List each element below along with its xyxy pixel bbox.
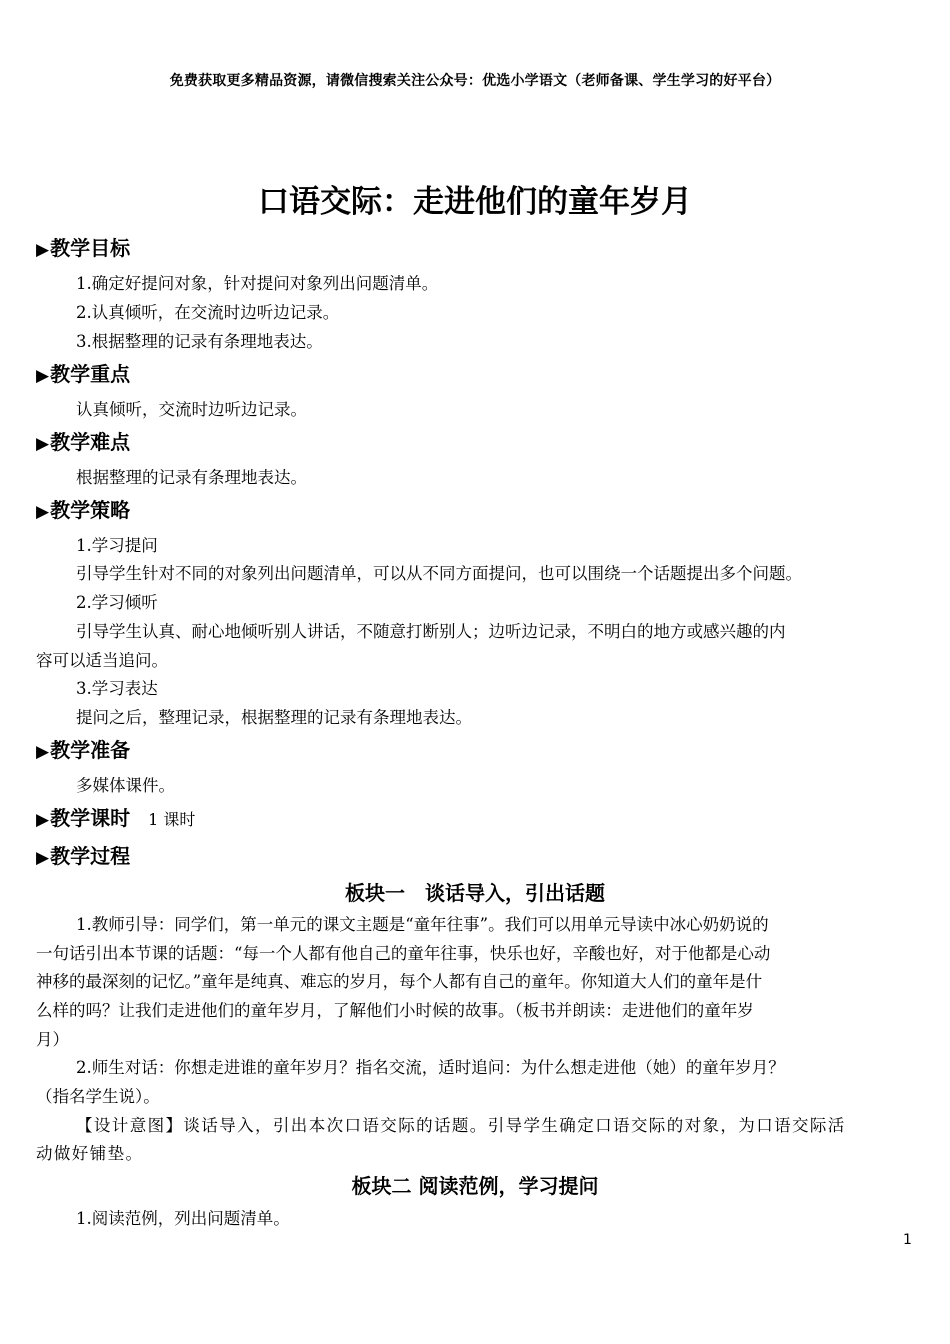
heading-label: 教学过程	[50, 844, 131, 868]
paragraph-line: 1.阅读范例，列出问题清单。	[76, 1209, 290, 1228]
heading-label: 教学难点	[50, 430, 131, 454]
heading-class-hours	[36, 802, 195, 831]
heading-teaching-goals	[36, 232, 130, 261]
page-number: 1	[903, 1232, 912, 1248]
heading-preparation	[36, 734, 130, 763]
triangle-bullet-icon: ▶	[36, 810, 50, 830]
strategy-item-text: 容可以适当追问。	[36, 651, 168, 670]
heading-difficulty	[36, 426, 130, 455]
difficulty-text: 根据整理的记录有条理地表达。	[76, 468, 307, 487]
heading-label: 教学重点	[50, 362, 131, 386]
design-intent-line: 动做好铺垫。	[36, 1144, 144, 1163]
document-title: 口语交际：走进他们的童年岁月	[258, 184, 692, 220]
paragraph-line: 2.师生对话：你想走进谁的童年岁月？指名交流，适时追问：为什么想走进他（她）的童年岁月？	[76, 1058, 785, 1077]
heading-label: 教学策略	[50, 498, 131, 522]
page-header-banner: 免费获取更多精品资源，请微信搜索关注公众号：优选小学语文（老师备课、学生学习的好平台）	[169, 73, 781, 89]
triangle-bullet-icon: ▶	[36, 434, 50, 454]
design-intent-line: 【设计意图】谈话导入，引出本次口语交际的话题。引导学生确定口语交际的对象，为口语交际活	[76, 1116, 846, 1135]
goal-item: 3.根据整理的记录有条理地表达。	[76, 332, 323, 351]
key-point-text: 认真倾听，交流时边听边记录。	[76, 400, 307, 419]
strategy-item-text: 引导学生认真、耐心地倾听别人讲话，不随意打断别人；边听边记录，不明白的地方或感兴趣的内	[76, 622, 786, 641]
section-one-title: 板块一 谈话导入，引出话题	[345, 881, 605, 905]
paragraph-line: 一句话引出本节课的话题：“每一个人都有他自己的童年往事，快乐也好，辛酸也好，对于他都是心动	[36, 944, 771, 963]
goal-item: 2.认真倾听，在交流时边听边记录。	[76, 303, 340, 322]
class-hours-value: 1 课时	[148, 810, 196, 829]
heading-process	[36, 840, 130, 869]
triangle-bullet-icon: ▶	[36, 742, 50, 762]
heading-label: 教学课时	[50, 806, 131, 830]
paragraph-line: （指名学生说）。	[36, 1087, 160, 1106]
triangle-bullet-icon: ▶	[36, 366, 50, 386]
strategy-item-title: 2.学习倾听	[76, 593, 158, 612]
strategy-item-title: 1.学习提问	[76, 536, 158, 555]
preparation-text: 多媒体课件。	[76, 776, 175, 795]
heading-key-point	[36, 358, 130, 387]
strategy-item-text: 提问之后，整理记录，根据整理的记录有条理地表达。	[76, 708, 472, 727]
section-two-title: 板块二 阅读范例，学习提问	[351, 1174, 599, 1198]
paragraph-line: 1.教师引导：同学们，第一单元的课文主题是“童年往事”。我们可以用单元导读中冰心奶奶说的	[76, 915, 769, 934]
goal-item: 1.确定好提问对象，针对提问对象列出问题清单。	[76, 274, 439, 293]
strategy-item-text: 引导学生针对不同的对象列出问题清单，可以从不同方面提问，也可以围绕一个话题提出多个问题。	[76, 564, 802, 583]
triangle-bullet-icon: ▶	[36, 240, 50, 260]
heading-strategy	[36, 494, 130, 523]
paragraph-line: 么样的吗？让我们走进他们的童年岁月，了解他们小时候的故事。（板书并朗读：走进他们的童年岁	[36, 1001, 754, 1020]
paragraph-line: 神移的最深刻的记忆。”童年是纯真、难忘的岁月，每个人都有自己的童年。你知道大人们的童年是什	[36, 972, 763, 991]
triangle-bullet-icon: ▶	[36, 848, 50, 868]
heading-label: 教学准备	[50, 738, 131, 762]
paragraph-line: 月）	[36, 1030, 69, 1049]
triangle-bullet-icon: ▶	[36, 502, 50, 522]
heading-label: 教学目标	[50, 236, 131, 260]
strategy-item-title: 3.学习表达	[76, 679, 158, 698]
